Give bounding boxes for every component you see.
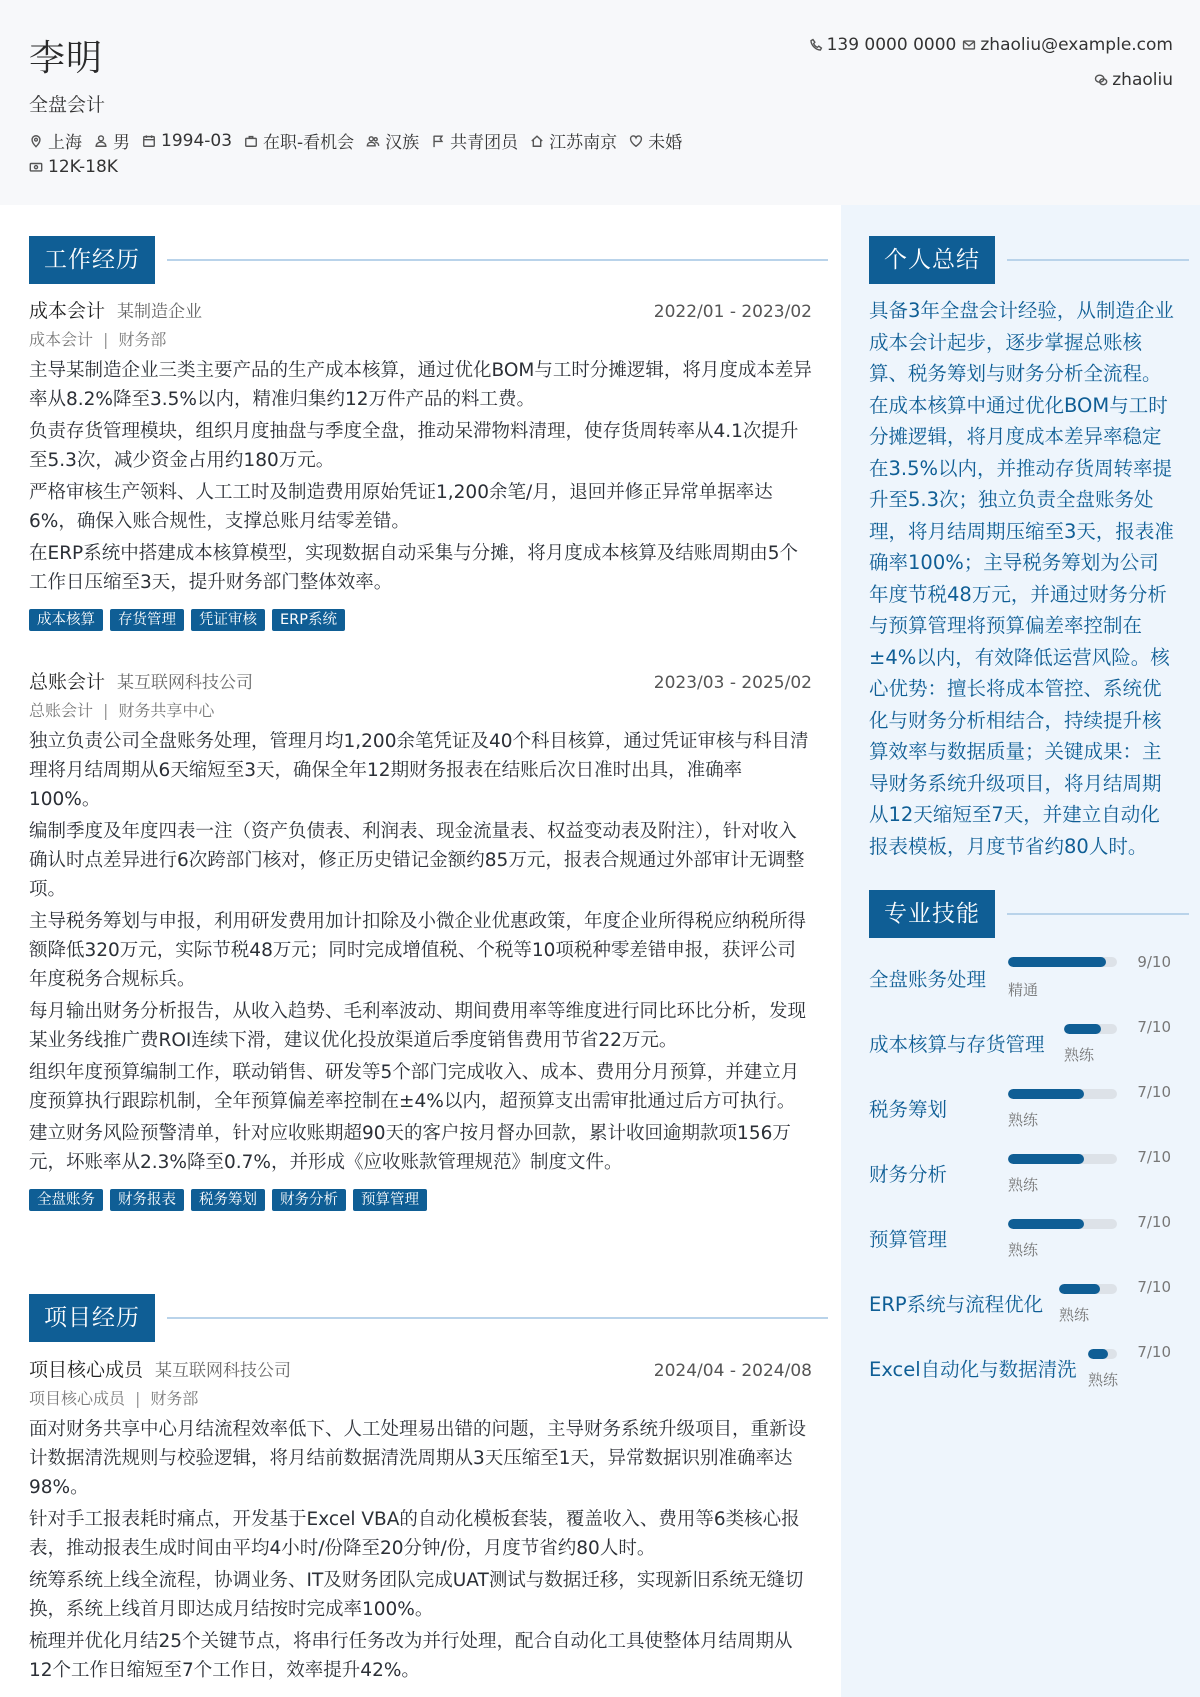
- skill-level: 熟练: [1064, 1046, 1095, 1064]
- skill-bar-fill: [1059, 1284, 1100, 1294]
- skill-score: 7/10: [1137, 1018, 1171, 1036]
- skill-name: 预算管理: [869, 1228, 948, 1251]
- entry-bullet: 主导某制造企业三类主要产品的生产成本核算，通过优化BOM与工时分摊逻辑，将月度成本差异率从8.2%降至3.5%以内，精准归集约12万件产品的料工费。: [29, 360, 812, 410]
- home-icon: [530, 134, 544, 148]
- entry-bullet: 在ERP系统中搭建成本核算模型，实现数据自动采集与分摊，将月度成本核算及结账周期由5个工作日压缩至3天，提升财务部门整体效率。: [29, 543, 798, 593]
- briefcase-icon: [244, 134, 258, 148]
- skill-score: 7/10: [1137, 1083, 1171, 1101]
- skill-row: [869, 1343, 1174, 1403]
- info-hometown: 江苏南京: [530, 128, 617, 153]
- person-icon: [94, 134, 108, 148]
- heart-icon: [629, 134, 643, 148]
- skill-name: Excel自动化与数据清洗: [869, 1358, 1077, 1381]
- contact-line: [803, 35, 1173, 55]
- location-icon: [29, 134, 43, 148]
- skill-level: 熟练: [1008, 1111, 1039, 1129]
- skill-level: 熟练: [1088, 1371, 1119, 1389]
- entry-bullet: 每月输出财务分析报告，从收入趋势、毛利率波动、期间费用率等维度进行同比环比分析，发现某业务线推广费ROI连续下滑，建议优化投放渠道后季度销售费用节省22万元。: [29, 1001, 807, 1051]
- wechat-line: [1088, 70, 1173, 90]
- skill-bar-fill: [1008, 1089, 1084, 1099]
- info-location: 上海: [29, 128, 82, 153]
- skill-name: 财务分析: [869, 1163, 948, 1186]
- section-divider: [1007, 259, 1189, 261]
- entry-position: 总账会计: [29, 701, 94, 720]
- section-divider: [1007, 913, 1189, 915]
- skill-bar-fill: [1064, 1024, 1101, 1034]
- skill-name: ERP系统与流程优化: [869, 1293, 1044, 1316]
- entry-heading: [29, 1355, 812, 1383]
- entry-subline: 项目核心成员 | 财务部: [29, 1389, 199, 1408]
- email-icon: [962, 38, 976, 52]
- skill-tag: 全盘账务: [29, 1189, 103, 1211]
- skill-tag: 财务分析: [272, 1189, 346, 1211]
- section-skills-header: [869, 890, 1189, 938]
- info-marital: 未婚: [629, 128, 682, 153]
- skill-bar-fill: [1008, 957, 1106, 967]
- skill-row: [869, 1148, 1174, 1208]
- entry-bullet: 独立负责公司全盘账务处理，管理月均1,200余笔凭证及40个科目核算，通过凭证审核与科目清理将月结周期从6天缩短至3天，确保全年12期财务报表在结账后次日准时出具，准确率100%。: [29, 731, 809, 810]
- flag-icon: [431, 134, 445, 148]
- skill-bar-fill: [1008, 1154, 1084, 1164]
- entry-bullet: 针对手工报表耗时痛点，开发基于Excel VBA的自动化模板套装，覆盖收入、费用等6类核心报表，推动报表生成时间由平均4小时/份降至20分钟/份，月度节省约80人时。: [29, 1509, 800, 1559]
- section-summary-header: [869, 236, 1189, 284]
- info-salary: 12K-18K: [29, 157, 118, 177]
- skill-score: 9/10: [1137, 953, 1171, 971]
- entry-tags: [29, 609, 812, 631]
- skill-tag: 成本核算: [29, 609, 103, 631]
- basic-info-line: [29, 128, 694, 153]
- entry-bullet: 编制季度及年度四表一注（资产负债表、利润表、现金流量表、权益变动表及附注），针对收入确认时点差异进行6次跨部门核对，修正历史错记金额约85万元，报表合规通过外部审计无调整项。: [29, 821, 805, 900]
- salary-line: [29, 157, 130, 177]
- skill-tag: 税务筹划: [191, 1189, 265, 1211]
- work-entry: [29, 667, 812, 1211]
- entry-company: 某制造企业: [117, 302, 203, 322]
- entry-tags: [29, 1189, 812, 1211]
- entry-date: 2022/01 - 2023/02: [653, 302, 812, 322]
- section-title-summary: 个人总结: [869, 236, 995, 284]
- entry-bullet: 严格审核生产领料、人工工时及制造费用原始凭证1,200余笔/月，退回并修正异常单据率达6%，确保入账合规性，支撑总账月结零差错。: [29, 482, 773, 532]
- skill-score: 7/10: [1137, 1213, 1171, 1231]
- skill-bar: [1088, 1349, 1117, 1359]
- entry-position: 项目核心成员: [29, 1389, 126, 1408]
- people-icon: [366, 134, 380, 148]
- entry-bullet: 梳理并优化月结25个关键节点，将串行任务改为并行处理，配合自动化工具使整体月结周期从12个工作日缩短至7个工作日，效率提升42%。: [29, 1631, 793, 1681]
- section-title-skills: 专业技能: [869, 890, 995, 938]
- entry-heading: [29, 296, 812, 324]
- entry-company: 某互联网科技公司: [117, 673, 254, 693]
- skill-tag: 存货管理: [110, 609, 184, 631]
- skill-level: 熟练: [1008, 1241, 1039, 1259]
- entry-role: 总账会计: [29, 671, 106, 693]
- entry-bullet: 组织年度预算编制工作，联动销售、研发等5个部门完成收入、成本、费用分月预算，并建立月度预算执行跟踪机制，全年预算偏差率控制在±4%以内，超预算支出需审批通过后方可执行。: [29, 1062, 800, 1112]
- skill-score: 7/10: [1137, 1278, 1171, 1296]
- wechat-id[interactable]: zhaoliu: [1112, 70, 1173, 90]
- section-divider: [167, 1317, 828, 1319]
- entry-role: 项目核心成员: [29, 1359, 144, 1381]
- money-icon: [29, 160, 43, 174]
- entry-bullet: 面对财务共享中心月结流程效率低下、人工处理易出错的问题，主导财务系统升级项目，重新设计数据清洗规则与校验逻辑，将月结前数据清洗周期从3天压缩至1天，异常数据识别准确率达98%。: [29, 1419, 807, 1498]
- skill-row: [869, 1278, 1174, 1338]
- skill-bar: [1008, 957, 1117, 967]
- skill-bar: [1059, 1284, 1117, 1294]
- resume-header: [0, 0, 1200, 205]
- skill-name: 全盘账务处理: [869, 968, 987, 991]
- section-title-work: 工作经历: [29, 236, 155, 284]
- info-status: 在职-看机会: [244, 128, 354, 153]
- skill-score: 7/10: [1137, 1343, 1171, 1361]
- entry-heading: [29, 667, 812, 695]
- entry-subline: 成本会计 | 财务部: [29, 330, 167, 349]
- candidate-name: 李明: [29, 38, 104, 79]
- entry-position: 成本会计: [29, 330, 94, 349]
- work-entry: [29, 296, 812, 631]
- section-project-header: [29, 1294, 828, 1342]
- skill-bar: [1064, 1024, 1117, 1034]
- entry-role: 成本会计: [29, 300, 106, 322]
- entry-date: 2023/03 - 2025/02: [653, 673, 812, 693]
- entry-subline: 总账会计 | 财务共享中心: [29, 701, 215, 720]
- entry-bullet: 负责存货管理模块，组织月度抽盘与季度全盘，推动呆滞物料清理，使存货周转率从4.1次提升至5.3次，减少资金占用约180万元。: [29, 421, 799, 471]
- skill-tag: ERP系统: [272, 609, 345, 631]
- skill-bar-fill: [1088, 1349, 1108, 1359]
- info-political: 共青团员: [431, 128, 518, 153]
- skill-tag: 凭证审核: [191, 609, 265, 631]
- entry-department: 财务部: [118, 330, 167, 349]
- summary-text: 具备3年全盘会计经验，从制造企业成本会计起步，逐步掌握总账核算、税务筹划与财务分析全流程。在成本核算中通过优化BOM与工时分摊逻辑，将月度成本差异率稳定在3.5%以内，并推动存货周转率提升至5.3次；独立负责全盘账务处理，将月结周期压缩至3天，报表准确率100%；主导税务筹划为公司年度节税48万元，并通过财务分析与预算管理将预算偏差率控制在±4%以内，有效降低运营风险。核心优势：擅长将成本管控、系统优化与财务分析相结合，持续提升核算效率与数据质量；关键成果：主导财务系统升级项目，将月结周期从12天缩短至7天，并建立自动化报表模板，月度节省约80人时。: [869, 299, 1174, 858]
- email-address[interactable]: zhaoliu@example.com: [980, 35, 1173, 55]
- skill-row: [869, 1018, 1174, 1078]
- skill-name: 成本核算与存货管理: [869, 1033, 1045, 1056]
- phone-number[interactable]: 139 0000 0000: [826, 35, 957, 55]
- skill-row: [869, 1213, 1174, 1273]
- skill-row: [869, 1083, 1174, 1143]
- skill-bar: [1008, 1089, 1117, 1099]
- wechat-icon: [1094, 73, 1108, 87]
- entry-department: 财务部: [150, 1389, 199, 1408]
- skill-name: 税务筹划: [869, 1098, 948, 1121]
- entry-date: 2024/04 - 2024/08: [653, 1361, 812, 1381]
- info-ethnicity: 汉族: [366, 128, 419, 153]
- skill-row: [869, 953, 1174, 1013]
- entry-company: 某互联网科技公司: [155, 1361, 292, 1381]
- skill-level: 熟练: [1008, 1176, 1039, 1194]
- section-divider: [167, 259, 828, 261]
- candidate-title: 全盘会计: [29, 94, 106, 116]
- entry-bullet: 建立财务风险预警清单，针对应收账期超90天的客户按月督办回款，累计收回逾期款项156万元，坏账率从2.3%降至0.7%，并形成《应收账款管理规范》制度文件。: [29, 1123, 791, 1173]
- entry-bullet: 统筹系统上线全流程，协调业务、IT及财务团队完成UAT测试与数据迁移，实现新旧系统无缝切换，系统上线首月即达成月结按时完成率100%。: [29, 1570, 804, 1620]
- skill-score: 7/10: [1137, 1148, 1171, 1166]
- entry-department: 财务共享中心: [118, 701, 215, 720]
- section-title-project: 项目经历: [29, 1294, 155, 1342]
- section-work-header: [29, 236, 828, 284]
- skill-level: 熟练: [1059, 1306, 1090, 1324]
- calendar-icon: [142, 134, 156, 148]
- skill-tag: 预算管理: [353, 1189, 427, 1211]
- entry-bullet: 主导税务筹划与申报，利用研发费用加计扣除及小微企业优惠政策，年度企业所得税应纳税所得额降低320万元，实际节税48万元；同时完成增值税、个税等10项税种零差错申报，获评公司年度税务合规标兵。: [29, 911, 807, 990]
- phone-icon: [809, 38, 823, 52]
- skill-bar: [1008, 1219, 1117, 1229]
- skill-bar-fill: [1008, 1219, 1084, 1229]
- skill-bar: [1008, 1154, 1117, 1164]
- project-entry: [29, 1355, 812, 1685]
- skill-level: 精通: [1008, 981, 1039, 999]
- info-birth: 1994-03: [142, 131, 232, 151]
- info-gender: 男: [94, 128, 130, 153]
- skill-tag: 财务报表: [110, 1189, 184, 1211]
